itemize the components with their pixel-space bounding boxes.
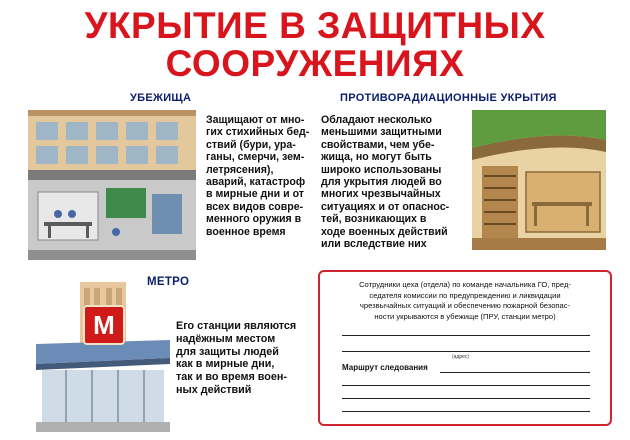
metro-description: Его станции являются надёжным местом для защиты людей как в мирные дни, так и во время воен- ных действий bbox=[176, 320, 297, 396]
shelters-description: Защищают от мно- гих стихийных бед- ствий (бури, ура- ганы, смерчи, зем- летрясения), аварий, катастроф в мирные дни и от всех видов совре- менного оружия в военное время bbox=[206, 114, 310, 238]
anti-radiation-description: Обладают несколько меньшими защитными свойствами, чем убе- жища, но могут быть широко использованы для укрытия людей во многих чрезвычайных ситуациях и от опаснос- тей, возникающих в ходе военных действий или вследствие них bbox=[321, 114, 450, 251]
anti-radiation-heading: ПРОТИВОРАДИАЦИОННЫЕ УКРЫТИЯ bbox=[340, 92, 557, 104]
shelter-illustration bbox=[28, 110, 196, 260]
address-line-1[interactable] bbox=[342, 335, 590, 336]
address-line-2[interactable] bbox=[342, 351, 590, 352]
route-line-3[interactable] bbox=[342, 398, 590, 399]
address-caption: (адрес) bbox=[452, 354, 470, 360]
route-line-2[interactable] bbox=[342, 385, 590, 386]
route-line-4[interactable] bbox=[342, 411, 590, 412]
route-label: Маршрут следования bbox=[342, 363, 428, 372]
metro-sign: М bbox=[83, 305, 125, 345]
route-line-1[interactable] bbox=[440, 372, 590, 373]
assignment-form bbox=[318, 270, 612, 426]
metro-heading: МЕТРО bbox=[147, 276, 190, 288]
anti-radiation-illustration bbox=[472, 110, 606, 250]
form-instruction-text: Сотрудники цеха (отдела) по команде начальника ГО, пред- седателя комиссии по предупреждению и ликвидации чрезвычайных ситуаций и обеспечению пожарной безопас- ности укрываются в убежище (ПРУ, станции метро) bbox=[359, 280, 571, 321]
shelters-heading: УБЕЖИЩА bbox=[130, 92, 192, 104]
page-title-line-2: СООРУЖЕНИЯХ bbox=[165, 43, 465, 84]
page-title-line-1: УКРЫТИЕ В ЗАЩИТНЫХ bbox=[84, 5, 546, 46]
